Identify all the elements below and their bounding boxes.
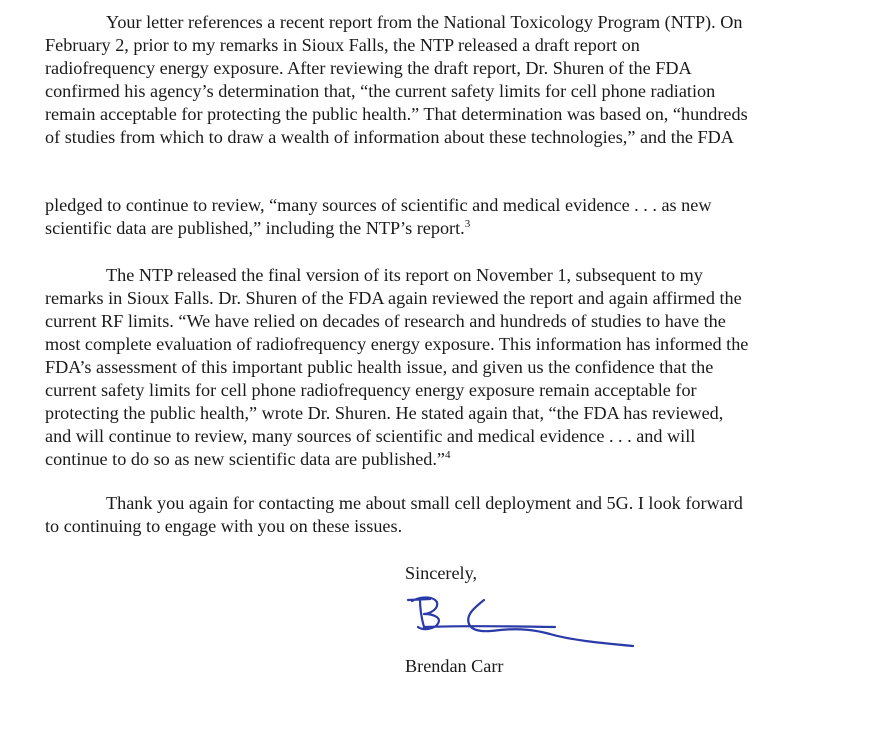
text-line: remain acceptable for protecting the public health.” That determination was based on, “hundreds [45, 104, 748, 124]
text-line: confirmed his agency’s determination that, “the current safety limits for cell phone radiation [45, 81, 716, 101]
text-line: most complete evaluation of radiofrequency energy exposure. This information has informed the [45, 334, 749, 354]
text-line: current safety limits for cell phone radiofrequency energy exposure remain acceptable for [45, 380, 697, 400]
text-span: continue to do so as new scientific data are published.” [45, 449, 446, 469]
signature-stroke [424, 626, 555, 627]
text-line: to continuing to engage with you on these issues. [45, 516, 403, 536]
text-line: radiofrequency energy exposure. After reviewing the draft report, Dr. Shuren of the FDA [45, 58, 692, 78]
text-span: scientific data are published,” including the NTP’s report. [45, 218, 465, 238]
signer-name: Brendan Carr [405, 656, 504, 676]
text-line: pledged to continue to review, “many sources of scientific and medical evidence . . . as new [45, 195, 712, 215]
closing-salutation: Sincerely, [405, 563, 478, 583]
footnote-marker: 3 [464, 218, 471, 230]
text-line: and will continue to review, many sources of scientific and medical evidence . . . and will [45, 426, 696, 446]
handwritten-signature [400, 590, 645, 655]
text-line: of studies from which to draw a wealth of information about these technologies,” and the FDA [45, 127, 734, 147]
text-line [45, 448, 451, 471]
text-line: current RF limits. “We have relied on decades of research and hundreds of studies to have the [45, 311, 726, 331]
text-line: The NTP released the final version of its report on November 1, subsequent to my [106, 265, 703, 285]
text-line: Your letter references a recent report from the National Toxicology Program (NTP). On [106, 12, 743, 32]
signature-stroke [468, 600, 633, 646]
text-line: February 2, prior to my remarks in Sioux Falls, the NTP released a draft report on [45, 35, 640, 55]
text-line: Thank you again for contacting me about small cell deployment and 5G. I look forward [106, 493, 743, 513]
text-line [45, 217, 470, 240]
text-line: protecting the public health,” wrote Dr. Shuren. He stated again that, “the FDA has reviewed, [45, 403, 724, 423]
text-line: remarks in Sioux Falls. Dr. Shuren of the FDA again reviewed the report and again affirmed the [45, 288, 742, 308]
signature-stroke [408, 597, 439, 629]
text-line: FDA’s assessment of this important public health issue, and given us the confidence that the [45, 357, 714, 377]
footnote-marker: 4 [445, 449, 451, 461]
